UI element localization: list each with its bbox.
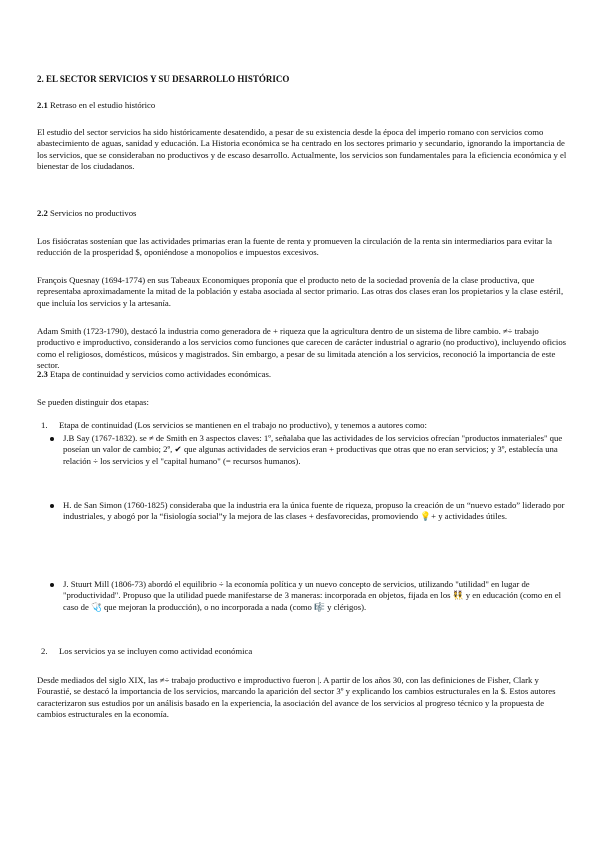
document-title: 2. EL SECTOR SERVICIOS Y SU DESARROLLO HISTÓRICO (37, 74, 290, 84)
section-number: 2.2 (37, 208, 48, 218)
paragraph-etapas-intro: Se pueden distinguir dos etapas: (37, 397, 149, 407)
bullet-item-say (50, 433, 566, 483)
paragraph-siglo-xix: Desde mediados del siglo XIX, las ≠÷ trabajo productivo e improductivo fueron |. A partir de los años 30, con las definiciones de Fisher, Clark y Fourastié, se destacó la importancia de los servicios, marcando la aparición del sector 3º y explicando los cambios estructurales en la $. Estos autores caracterizaron sus estudios por un análisis basado en la experiencia, la asociación del avance de los servicios al progreso técnico y la propuesta de cambios estructurales en la economía. (37, 675, 556, 720)
section-number: 2.3 (37, 369, 48, 379)
section-title: Etapa de continuidad y servicios como actividades económicas. (50, 369, 272, 379)
paragraph-fisiocratas: Los fisiócratas sostenían que las actividades primarias eran la fuente de renta y promueven la circulación de la renta sin intermediarios para evitar la reducción de la prosperidad $, oponiéndose a monopolios e impuestos excesivos. (37, 236, 553, 258)
section-heading-2-1 (37, 100, 567, 111)
section-number: 2.1 (37, 100, 48, 110)
section-heading-2-2 (37, 208, 567, 219)
paragraph-retraso: El estudio del sector servicios ha sido históricamente desatendido, a pesar de su existencia desde la época del imperio romano con servicios como abastecimiento de aguas, sanidad y educación. La Historia económica se ha centrado en los sectores primario y secundario, ignorando la importancia de los servicios, que se consideraban no productivos y de escaso desarrollo. Actualmente, los servicios son fundamentales para la eficiencia económica y el bienestar de los ciudadanos. (37, 127, 567, 172)
bullet-text: J.B Say (1767-1832). se ≠ de Smith en 3 aspectos claves: 1º, señalaba que las actividades de los servicios ofrecían "productos inmateriales" que poseían un valor de cambio; 2º, ✔ que algunas actividades de servicios eran + productivas que otras que no eran servicios; y 3º, establecía una relación ÷ los servicios y el "capital humano" (= recursos humanos). (63, 433, 563, 466)
bullet-item-san-simon (50, 500, 566, 540)
section-title: Servicios no productivos (50, 208, 137, 218)
list-number: 1. (41, 420, 48, 430)
list-number: 2. (41, 646, 48, 656)
bullet-dot (50, 583, 54, 587)
bullet-item-mill (50, 579, 566, 629)
bullet-dot (50, 437, 54, 441)
bullet-text: J. Stuurt Mill (1806-73) abordó el equilibrio ÷ la economía política y un nuevo concepto de servicios, utilizando "utilidad" en lugar de "productividad". Propuso que la utilidad puede manifestarse de 3 maneras: incorporada en objetos, fijada en los 👯 y en educación (como en el caso de 🩺 que mejoran la producción), o no incorporada a nada (como 🎼 y clérigos). (63, 579, 561, 612)
list-item-text: Etapa de continuidad (Los servicios se mantienen en el trabajo no productivo), y tenemos a autores como: (59, 420, 427, 430)
section-title: Retraso en el estudio histórico (50, 100, 156, 110)
paragraph-adam-smith: Adam Smith (1723-1790), destacó la industria como generadora de + riqueza que la agricultura dentro de un sistema de libre cambio. ≠÷ trabajo productivo e improductivo, considerando a los servicios como funciones que carecen de carácter industrial o agrario (no productivo), incluyendo oficios como el religiosos, domésticos, músicos y magistrados. Sin embargo, a pesar de su limitada atención a los servicios, reconoció la importancia de este sector. (37, 326, 567, 371)
bullet-dot (50, 504, 54, 508)
section-heading-2-3 (37, 369, 567, 380)
bullet-text: H. de San Simon (1760-1825) consideraba que la industria era la única fuente de riqueza, propuso la creación de un “nuevo estado” liderado por industriales, y abogó por la “fisiología social”y la mejora de las clases + desfavorecidas, promoviendo 💡+ y actividades útiles. (63, 500, 565, 522)
paragraph-quesnay: François Quesnay (1694-1774) en sus Tabeaux Economiques proponía que el producto neto de la sociedad provenía de la clase productiva, que representaba aproximadamente la mitad de la población y estaba asociada al sector primario. Las otras dos clases eran los propietarios y la clase estéril, que incluía los servicios y la artesanía. (37, 275, 564, 308)
list-item-text: Los servicios ya se incluyen como actividad económica (59, 646, 253, 656)
